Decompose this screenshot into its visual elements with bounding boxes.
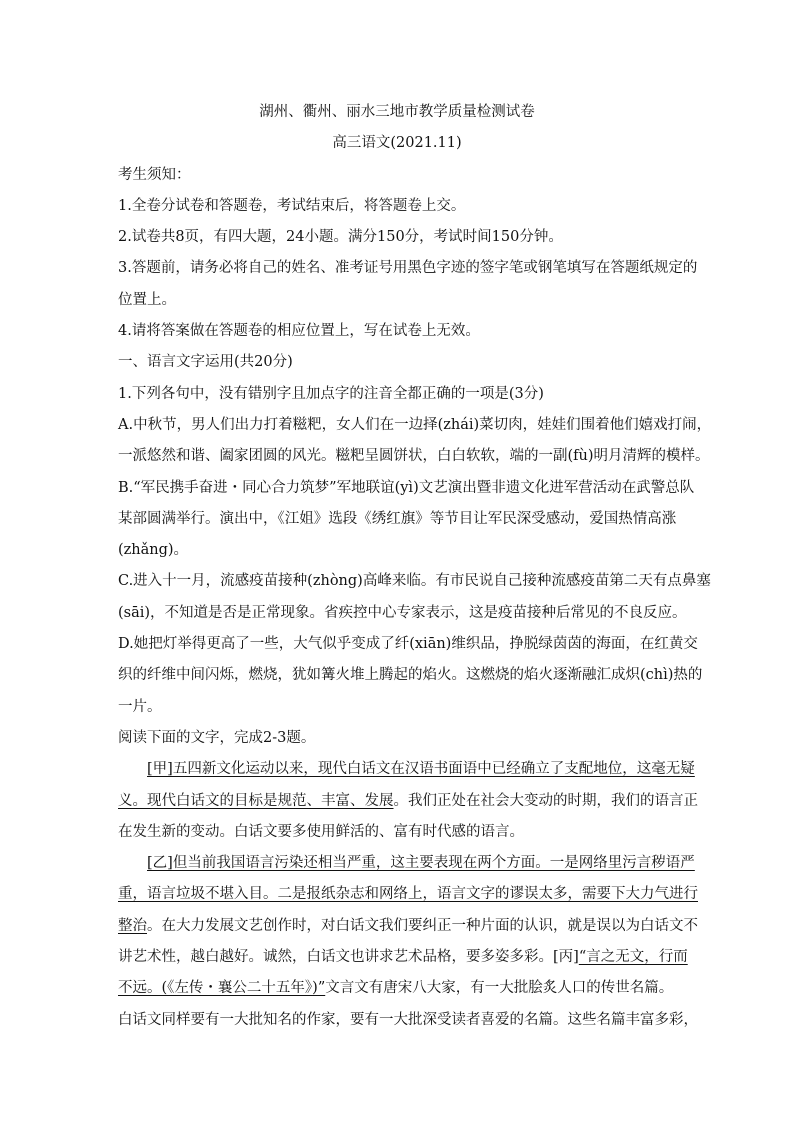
passage-line — [118, 759, 695, 790]
option-a-line: A.中秋节，男人们出力打着糍粑，女人们在一边择(zhái)菜切肉，娃娃们围着他们嬉戏打闹， — [118, 416, 712, 433]
underlined-sentence-yi: 重，语言垃圾不堪入目。二是报纸杂志和网络上，语言文字的谬误太多，需要下大力气进行 — [118, 886, 698, 903]
section-heading: 一、语言文字运用(共20分) — [118, 354, 293, 371]
reading-intro: 阅读下面的文字，完成2-3题。 — [118, 729, 316, 746]
option-b-line: 某部圆满举行。演出中，《江姐》选段《绣红旗》等节目让军民深受感动，爱国热情高涨 — [118, 510, 677, 527]
underlined-sentence-yi: 整治 — [118, 917, 147, 934]
passage-text: 讲艺术性，越白越好。诚然，白话文也讲求艺术品格，要多姿多彩。[丙] — [118, 949, 579, 966]
underlined-sentence-yi: [乙]但当前我国语言污染还相当严重，这主要表现在两个方面。一是网络里污言秽语严 — [147, 855, 695, 872]
exam-title: 湖州、衢州、丽水三地市教学质量检测试卷 — [259, 104, 535, 120]
passage-text: 文言文有唐宋八大家，有一大批脍炙人口的传世名篇。 — [325, 980, 674, 997]
underlined-sentence-jia: 义。现代白话文的目标是规范、丰富、发展 — [118, 792, 394, 809]
notice-item: 4.请将答案做在答题卷的相应位置上，写在试卷上无效。 — [118, 323, 480, 340]
option-c-line: (sāi)，不知道是否是正常现象。省疾控中心专家表示，这是疫苗接种后常见的不良反应。 — [118, 604, 687, 621]
option-b-line: (zhǎng)。 — [118, 542, 189, 559]
passage-text: 。我们正处在社会大变动的时期，我们的语言正 — [393, 792, 698, 809]
option-a-line: 一派悠然和谐、阖家团圆的风光。糍粑呈圆饼状，白白软软，端的一副(fù)明月清辉的模样。 — [118, 448, 710, 465]
notice-item: 位置上。 — [118, 291, 176, 308]
option-b-line: B.“军民携手奋进・同心合力筑梦”军地联谊(yì)文艺演出暨非遗文化进军营活动在武警总队 — [118, 479, 695, 496]
option-d-line: 织的纤维中间闪烁，燃烧，犹如篝火堆上腾起的焰火。这燃烧的焰火逐渐融汇成炽(chì)热的 — [118, 667, 703, 684]
underlined-sentence-bing: “言之无文，行而 — [578, 949, 688, 966]
notice-heading: 考生须知： — [118, 166, 191, 183]
notice-item: 3.答题前，请务必将自己的姓名、准考证号用黑色字迹的签字笔或钢笔填写在答题纸规定的 — [118, 260, 698, 277]
passage-line — [118, 916, 698, 947]
passage-line: 白话文同样要有一大批知名的作家，要有一大批深受读者喜爱的名篇。这些名篇丰富多彩， — [118, 1011, 698, 1028]
option-d-line: 一片。 — [118, 698, 162, 715]
passage-line — [118, 853, 695, 884]
notice-item: 2.试卷共8页，有四大题，24小题。满分150分，考试时间150分钟。 — [118, 229, 563, 246]
passage-line — [118, 978, 676, 1009]
question-stem: 1.下列各句中，没有错别字且加点字的注音全都正确的一项是(3分) — [118, 385, 544, 402]
option-c-line: C.进入十一月，流感疫苗接种(zhòng)高峰来临。有市民说自己接种流感疫苗第二天有点鼻塞 — [118, 573, 711, 590]
notice-item: 1.全卷分试卷和答题卷，考试结束后，将答题卷上交。 — [118, 197, 466, 214]
passage-line: 在发生新的变动。白话文要多使用鲜活的、富有时代感的语言。 — [118, 823, 524, 840]
passage-text: 。在大力发展文艺创作时，对白话文我们要纠正一种片面的认识，就是误以为白话文不 — [147, 917, 698, 934]
underlined-sentence-bing: 不远。(《左传・襄公二十五年》)” — [118, 980, 326, 997]
passage-line — [118, 791, 698, 822]
option-d-line: D.她把灯举得更高了一些，大气似乎变成了纤(xiān)维织品，挣脱绿茵茵的海面，在红黄交 — [118, 636, 698, 653]
exam-subtitle: 高三语文(2021.11) — [332, 135, 462, 152]
underlined-sentence-jia: [甲]五四新文化运动以来，现代白话文在汉语书面语中已经确立了支配地位，这毫无疑 — [147, 761, 695, 778]
passage-line — [118, 947, 688, 978]
passage-line — [118, 884, 698, 915]
